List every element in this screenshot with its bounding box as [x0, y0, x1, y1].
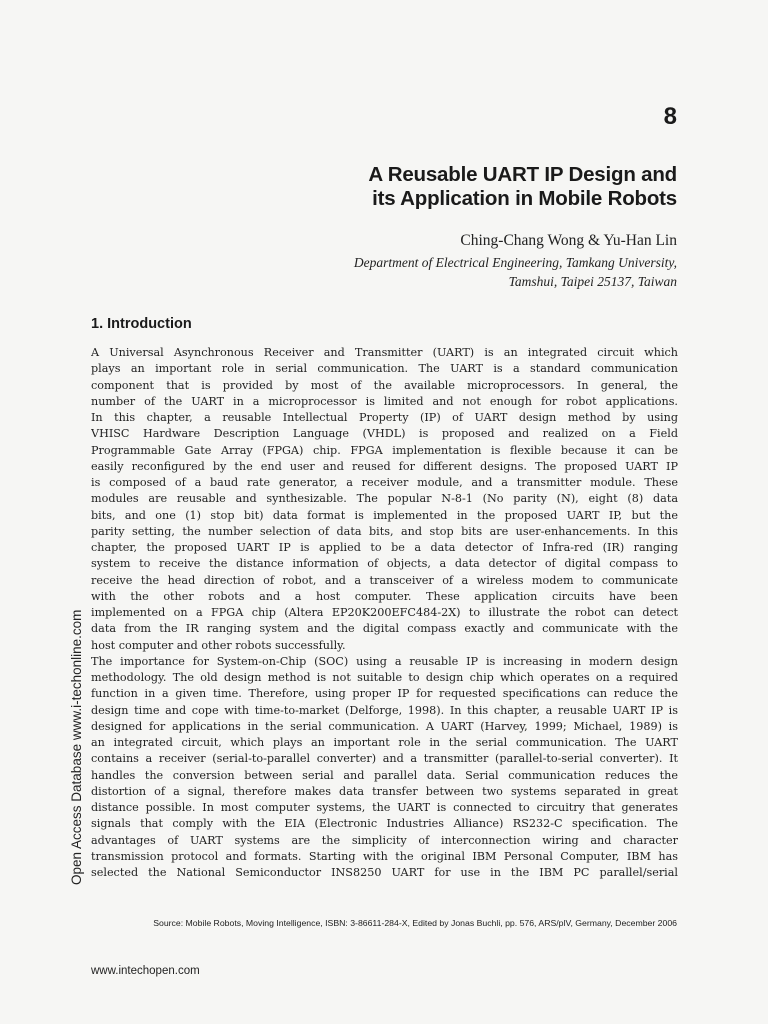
body-line: implemented on a FPGA chip (Altera EP20K200EFC484-2X) to illustrate the robot can detect — [91, 606, 678, 619]
body-line: number of the UART in a microprocessor is limited and not enough for robot applications. — [91, 394, 678, 408]
body-line: host computer and other robots successfully. — [91, 638, 346, 652]
body-line: component that is provided by most of the available microprocessors. In general, the — [91, 378, 678, 392]
affiliation-line: Tamshui, Taipei 25137, Taiwan — [508, 274, 677, 289]
body-line: with the other robots and a host computer. These application circuits have been — [91, 589, 678, 603]
body-line: handles the conversion between serial and parallel data. Serial communication reduces the — [91, 768, 678, 782]
chapter-number: 8 — [663, 103, 677, 130]
body-line: function in a given time. Therefore, using proper IP for requested specifications can reduce the — [91, 687, 678, 701]
body-line: design time and cope with time-to-market (Delforge, 1998). In this chapter, a reusable UART IP is — [91, 703, 678, 717]
section-heading: 1. Introduction — [91, 316, 192, 332]
body-line: distortion of a signal, therefore makes data transfer between two systems separated in great — [91, 784, 678, 798]
authors: Ching-Chang Wong & Yu-Han Lin — [460, 232, 677, 249]
body-line: modules are reusable and synthesizable. The popular N-8-1 (No parity (N), eight (8) data — [91, 492, 678, 506]
source-note: Source: Mobile Robots, Moving Intelligence, ISBN: 3-86611-284-X, Edited by Jonas Buchli, pp. 576, ARS/plV, Germany, December 2006 — [153, 918, 677, 928]
body-line: plays an important role in serial communication. The UART is a standard communication — [91, 362, 678, 376]
body-text — [91, 345, 678, 881]
chapter-title-line: A Reusable UART IP Design and — [368, 163, 677, 186]
body-line: signals that comply with the EIA (Electronic Industries Alliance) RS232-C specification. The — [91, 817, 678, 831]
body-line: distance possible. In most computer systems, the UART is connected to circuitry that generates — [91, 801, 678, 814]
body-line: system to receive the distance information of objects, a data detector of digital compass to — [91, 557, 678, 571]
body-line: selected the National Semiconductor INS8250 UART for use in the IBM PC parallel/serial — [91, 866, 678, 879]
chapter-title — [368, 163, 677, 211]
body-line: methodology. The old design method is not suitable to design chip which operates on a required — [91, 671, 678, 684]
body-line: chapter, the proposed UART IP is applied to be a data detector of Infra-red (IR) ranging — [91, 541, 678, 554]
body-line: The importance for System-on-Chip (SOC) using a reusable IP is increasing in modern design — [91, 654, 678, 668]
body-line: bits, and one (1) stop bit) data format is implemented in the proposed UART IP, but the — [91, 508, 678, 522]
body-line: an integrated circuit, which plays an important role in the serial communication. The UART — [91, 736, 678, 749]
body-line: receive the head direction of robot, and a transceiver of a wireless modem to communicate — [91, 573, 678, 587]
body-line: In this chapter, a reusable Intellectual Property (IP) of UART design method by using — [91, 411, 678, 424]
body-line: A Universal Asynchronous Receiver and Transmitter (UART) is an integrated circuit which — [91, 346, 678, 359]
body-line: is composed of a baud rate generator, a receiver module, and a transmitter module. These — [91, 476, 678, 489]
body-line: easily reconfigured by the end user and reused for different designs. The proposed UART IP — [91, 459, 678, 473]
body-line: transmission protocol and formats. Starting with the original IBM Personal Computer, IBM has — [91, 849, 678, 863]
body-line: parity setting, the number selection of data bits, and stop bits are user-enhancements. In this — [91, 524, 678, 538]
body-line: contains a receiver (serial-to-parallel converter) and a transmitter (parallel-to-serial converter). It — [91, 752, 678, 766]
body-line: designed for applications in the serial communication. A UART (Harvey, 1999; Michael, 1989) is — [91, 719, 678, 733]
chapter-title-line: its Application in Mobile Robots — [372, 187, 677, 210]
body-line: data from the IR ranging system and the digital compass exactly and communicate with the — [91, 622, 678, 636]
footer-url: www.intechopen.com — [91, 965, 200, 977]
body-line: advantages of UART systems are the simplicity of interconnection wiring and character — [91, 833, 678, 847]
side-watermark-text: Open Access Database www.i-techonline.com — [69, 609, 84, 885]
affiliation-line: Department of Electrical Engineering, Tamkang University, — [353, 255, 677, 270]
body-line: Programmable Gate Array (FPGA) chip. FPGA implementation is flexible because it can be — [91, 443, 678, 457]
body-line: VHISC Hardware Description Language (VHDL) is proposed and realized on a Field — [91, 427, 678, 441]
affiliation — [354, 253, 677, 291]
